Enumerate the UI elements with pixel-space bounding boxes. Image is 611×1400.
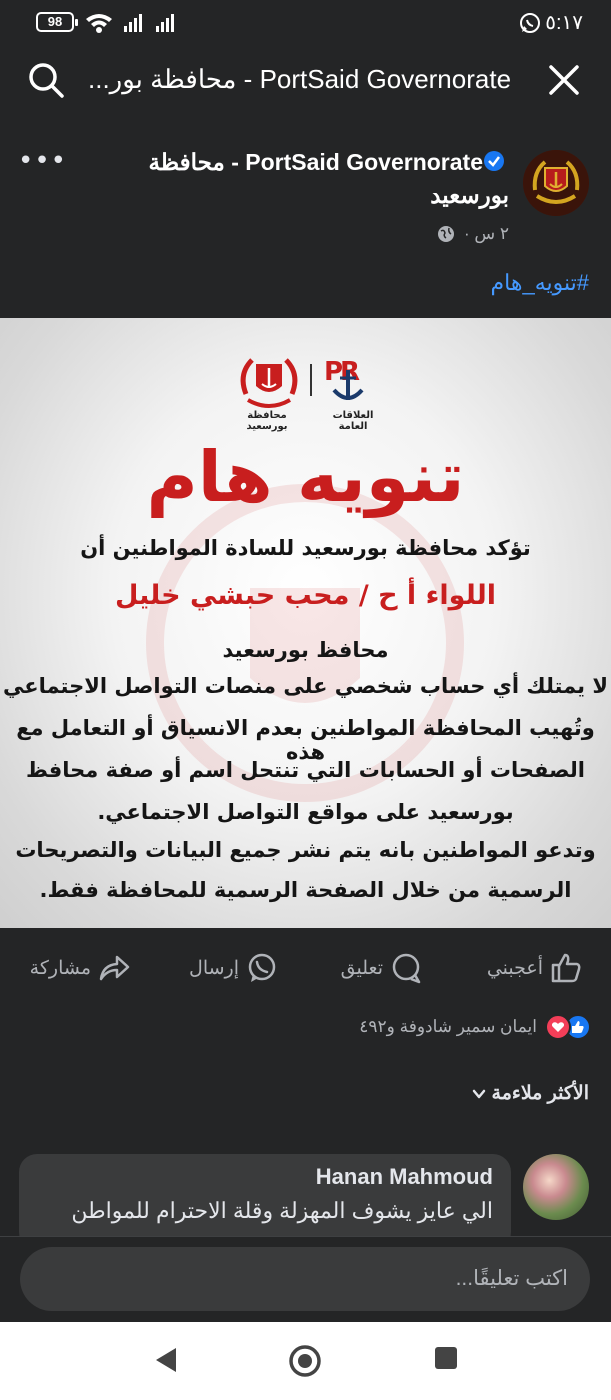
clock: ٥:١٧ — [545, 12, 583, 34]
back-icon[interactable] — [150, 1344, 182, 1376]
search-icon[interactable] — [26, 60, 66, 100]
governorate-logo-icon — [236, 354, 302, 410]
comment-input[interactable] — [20, 1247, 590, 1311]
comment-sort-dropdown[interactable] — [472, 1082, 589, 1105]
thumbs-up-icon — [549, 951, 583, 985]
post-image[interactable] — [0, 318, 611, 928]
comment-icon — [389, 951, 423, 985]
notice-title: تنويه هام — [146, 436, 465, 518]
hashtag-link[interactable]: #تنويه_هام — [490, 270, 589, 295]
whatsapp-icon — [245, 951, 279, 985]
send-button[interactable] — [189, 944, 279, 992]
notice-line-1: تؤكد محافظة بورسعيد للسادة المواطنين أن — [80, 536, 531, 560]
share-label: مشاركة — [29, 957, 91, 979]
svg-text:P: P — [324, 357, 344, 387]
recents-icon[interactable] — [432, 1344, 460, 1372]
like-label: أعجبني — [486, 957, 543, 979]
pr-logo-caption: العلاقات العامة — [332, 410, 374, 432]
commenter-avatar[interactable] — [523, 1154, 589, 1220]
more-options-icon[interactable]: ••• — [18, 146, 68, 176]
sort-label: الأكثر ملاءمة — [491, 1083, 589, 1104]
send-label: إرسال — [189, 957, 239, 979]
page-avatar[interactable] — [523, 150, 589, 216]
notice-line-8: وتدعو المواطنين بانه يتم نشر جميع البيانات والتصريحات — [15, 838, 596, 862]
logos — [0, 352, 611, 442]
love-reaction-icon — [545, 1014, 571, 1040]
governorate-emblem-icon — [523, 150, 589, 216]
action-bar — [0, 944, 611, 992]
logo-separator — [310, 364, 312, 396]
page-name-ar: بورسعيد — [430, 182, 509, 208]
notice-governor-name: اللواء أ ح / محب حبشي خليل — [114, 580, 496, 611]
post-time: ٢ س · — [464, 224, 509, 243]
verified-badge-icon — [483, 150, 505, 172]
notice-line-5: وتُهيب المحافظة المواطنين بعدم الانسياق أو التعامل مع هذه — [16, 716, 595, 764]
compose-area — [0, 1236, 611, 1322]
battery-indicator: 98 — [36, 12, 74, 32]
public-relations-logo-icon — [318, 352, 378, 408]
reactions-summary[interactable] — [359, 1014, 591, 1040]
share-button[interactable] — [30, 944, 131, 992]
status-bar — [0, 0, 611, 46]
comment-text: الي عايز يشوف المهزلة وقلة الاحترام للمواطن — [71, 1198, 493, 1223]
signal-icons — [84, 10, 194, 36]
notice-line-4: لا يمتلك أي حساب شخصي على منصات التواصل الاجتماعي — [2, 674, 609, 698]
whatsapp-notification-icon — [519, 12, 541, 34]
system-nav-bar — [0, 1322, 611, 1400]
comment-author[interactable]: Hanan Mahmoud — [315, 1164, 493, 1189]
page-name-en: PortSaid Governorate - محافظة — [148, 149, 483, 175]
home-icon[interactable] — [288, 1344, 322, 1378]
notice-line-9: الرسمية من خلال الصفحة الرسمية للمحافظة فقط. — [39, 878, 572, 902]
chevron-down-icon — [472, 1087, 486, 1101]
search-header — [0, 50, 611, 110]
like-button[interactable] — [487, 944, 583, 992]
globe-icon — [437, 225, 455, 243]
gov-logo-caption: محافظة بورسعيد — [246, 410, 288, 432]
page-name[interactable] — [89, 146, 509, 212]
notice-line-3: محافظ بورسعيد — [222, 638, 389, 662]
comment-label: تعليق — [340, 957, 383, 979]
notice-line-6: الصفحات أو الحسابات التي تنتحل اسم أو صفة محافظ — [26, 758, 585, 782]
share-icon — [97, 951, 131, 985]
close-icon[interactable] — [547, 63, 581, 97]
post-header — [0, 130, 611, 300]
svg-text:R: R — [340, 357, 361, 387]
page-title: PortSaid Governorate - محافظة بور... — [88, 64, 512, 94]
notice-line-7: بورسعيد على مواقع التواصل الاجتماعي. — [97, 800, 514, 824]
comment-button[interactable] — [341, 944, 423, 992]
reactions-text: ايمان سمير شادوفة و٤٩٢ — [359, 1017, 537, 1036]
post-meta — [437, 224, 509, 244]
